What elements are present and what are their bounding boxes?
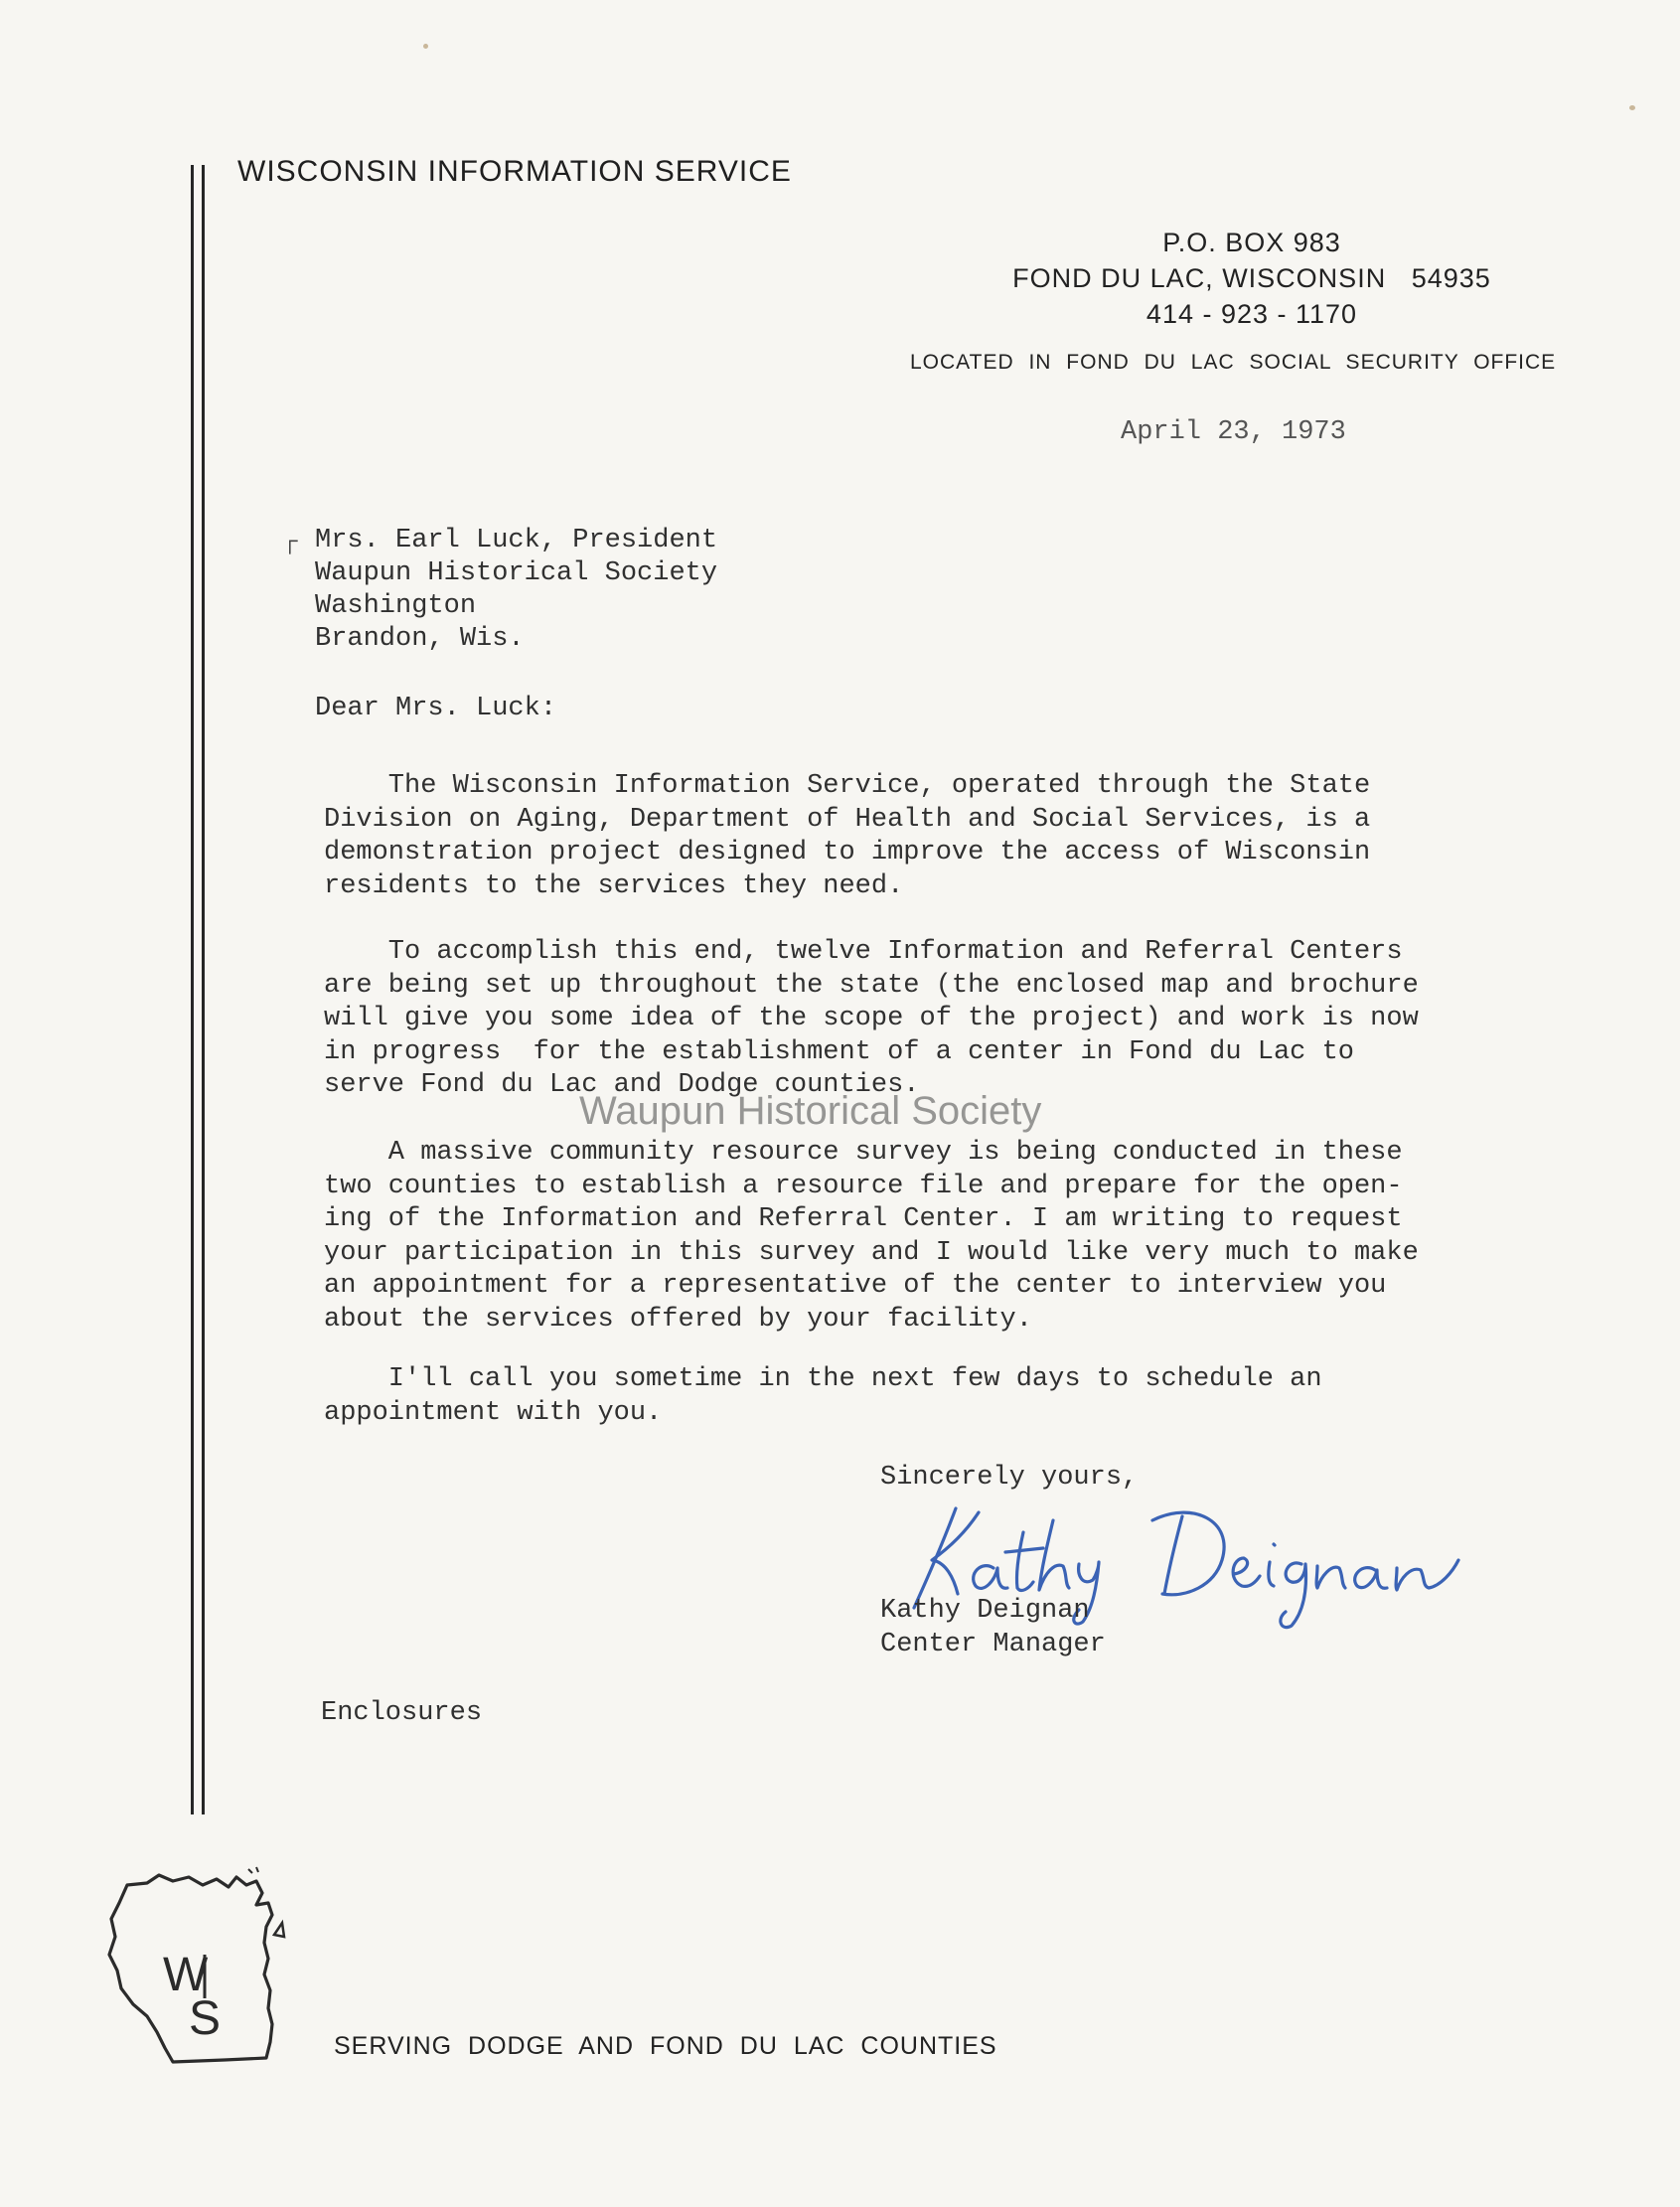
svg-text:W: W	[163, 1949, 209, 2001]
office-location: LOCATED IN FOND DU LAC SOCIAL SECURITY OFFICE	[910, 351, 1557, 374]
address-phone: 414 - 923 - 1170	[1145, 299, 1358, 329]
watermark: Waupun Historical Society	[579, 1089, 1042, 1133]
enclosures-note: Enclosures	[321, 1698, 483, 1728]
letterhead-address	[954, 225, 1550, 332]
salutation: Dear Mrs. Luck:	[315, 694, 557, 723]
wisconsin-map-icon	[107, 1863, 296, 2067]
signature-block	[880, 1594, 1106, 1661]
address-city-line	[954, 260, 1550, 296]
letterhead-left-rule-inner	[202, 165, 205, 1814]
body-paragraph: The Wisconsin Information Service, operated through the State Division on Aging, Department of Health and Social Services, is a demonstration project designed to improve the access of Wisconsin residents to the services they need.	[324, 771, 1371, 901]
svg-text:S: S	[189, 1992, 222, 2045]
organization-name: WISCONSIN INFORMATION SERVICE	[237, 155, 792, 188]
paper-speck	[1629, 105, 1635, 110]
letterhead-left-rule-outer	[191, 165, 194, 1814]
signer-name: Kathy Deignan	[880, 1596, 1090, 1626]
complimentary-close: Sincerely yours,	[880, 1463, 1139, 1493]
signer-title: Center Manager	[880, 1630, 1106, 1659]
recipient-block	[315, 525, 717, 656]
letter-date: April 23, 1973	[1121, 417, 1346, 447]
recipient-line: Waupun Historical Society	[315, 558, 718, 588]
recipient-line: Mrs. Earl Luck, President	[315, 526, 718, 555]
address-zip: 54935	[1411, 263, 1491, 293]
body-paragraph: To accomplish this end, twelve Information and Referral Centers are being set up throughout the state (the enclosed map and brochure will give you some idea of the scope of the project) and work is now in progress for the establishment of a center in Fond du Lac to serve Fond du Lac and Dodge counties.	[324, 937, 1419, 1100]
recipient-line: Brandon, Wis.	[315, 624, 525, 654]
address-city-state: FOND DU LAC, WISCONSIN	[1012, 263, 1387, 293]
recipient-line: Washington	[315, 591, 477, 621]
address-po-box: P.O. BOX 983	[1162, 228, 1341, 257]
body-paragraph: A massive community resource survey is being conducted in these two counties to establish a resource file and prepare for the open- ing of the Information and Referral Center. I am writing to request your participation in this survey and I would like very much to make an appointment for a representative of the center to interview you about the services offered by your facility.	[324, 1138, 1419, 1335]
body-paragraph: I'll call you sometime in the next few days to schedule an appointment with you.	[324, 1364, 1322, 1428]
paper-speck	[423, 44, 428, 49]
address-corner-mark: ┌	[282, 528, 298, 552]
footer-tagline: SERVING DODGE AND FOND DU LAC COUNTIES	[334, 2032, 997, 2060]
